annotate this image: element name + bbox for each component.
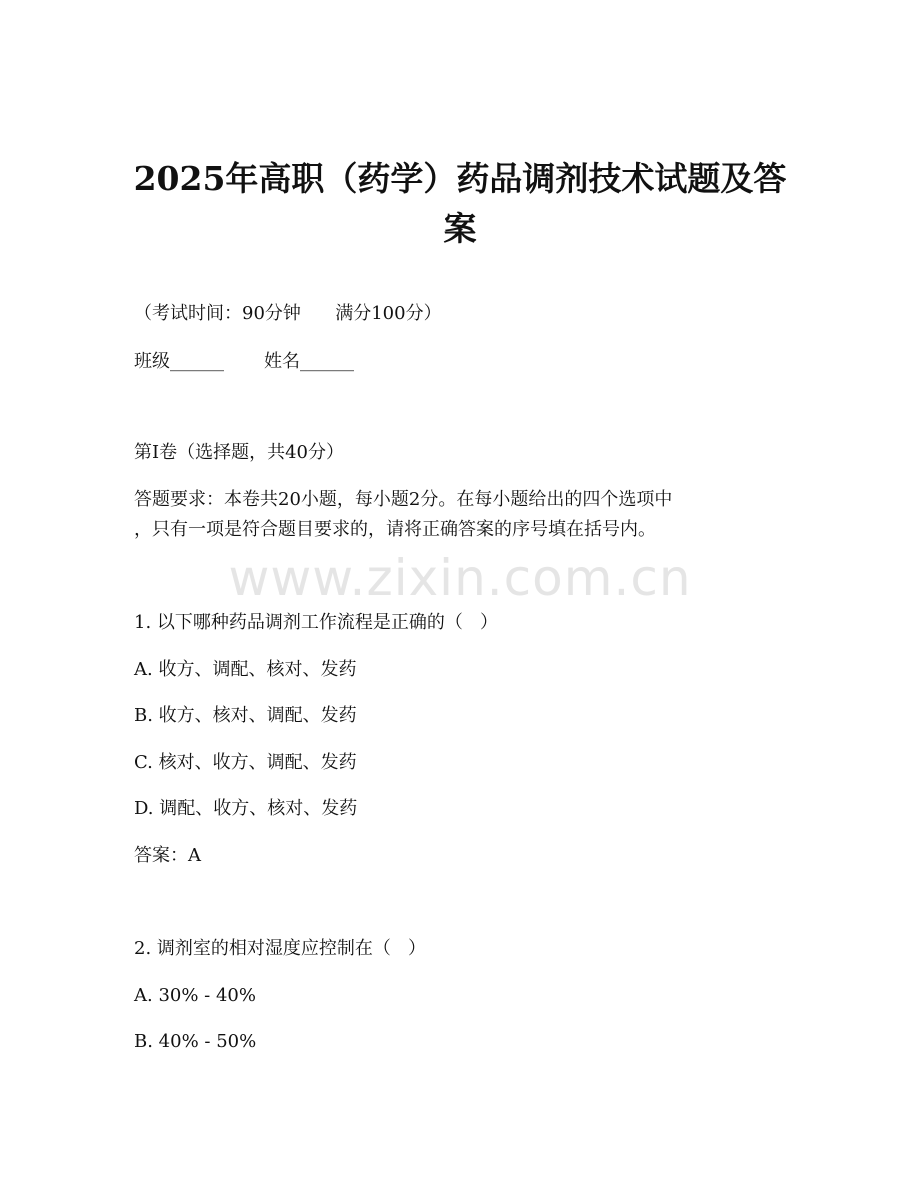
question-1-option-d: D. 调配、收方、核对、发药 xyxy=(134,798,358,819)
document-title-line-1: 2025年高职（药学）药品调剂技术试题及答 xyxy=(133,159,787,198)
document-title-line-2: 案 xyxy=(443,209,477,248)
question-1-option-b: B. 收方、核对、调配、发药 xyxy=(134,705,357,726)
question-1-option-a: A. 收方、调配、核对、发药 xyxy=(134,659,357,680)
question-1-stem: 1. 以下哪种药品调剂工作流程是正确的（ ） xyxy=(134,612,499,633)
student-info: 班级______ 姓名______ xyxy=(134,351,355,372)
question-2-option-a: A. 30% - 40% xyxy=(134,985,256,1006)
section-title: 第I卷（选择题，共40分） xyxy=(134,442,345,463)
watermark: www.zixin.com.cn xyxy=(228,549,692,607)
instructions-line-1: 答题要求：本卷共20小题，每小题2分。在每小题给出的四个选项中 xyxy=(134,489,673,510)
question-2-stem: 2. 调剂室的相对湿度应控制在（ ） xyxy=(134,938,427,959)
instructions-line-2: ，只有一项是符合题目要求的，请将正确答案的序号填在括号内。 xyxy=(134,519,656,540)
exam-info: （考试时间：90分钟 满分100分） xyxy=(134,303,442,324)
question-2-option-b: B. 40% - 50% xyxy=(134,1031,257,1052)
question-1-option-c: C. 核对、收方、调配、发药 xyxy=(134,752,357,773)
question-1-answer: 答案：A xyxy=(134,845,201,866)
